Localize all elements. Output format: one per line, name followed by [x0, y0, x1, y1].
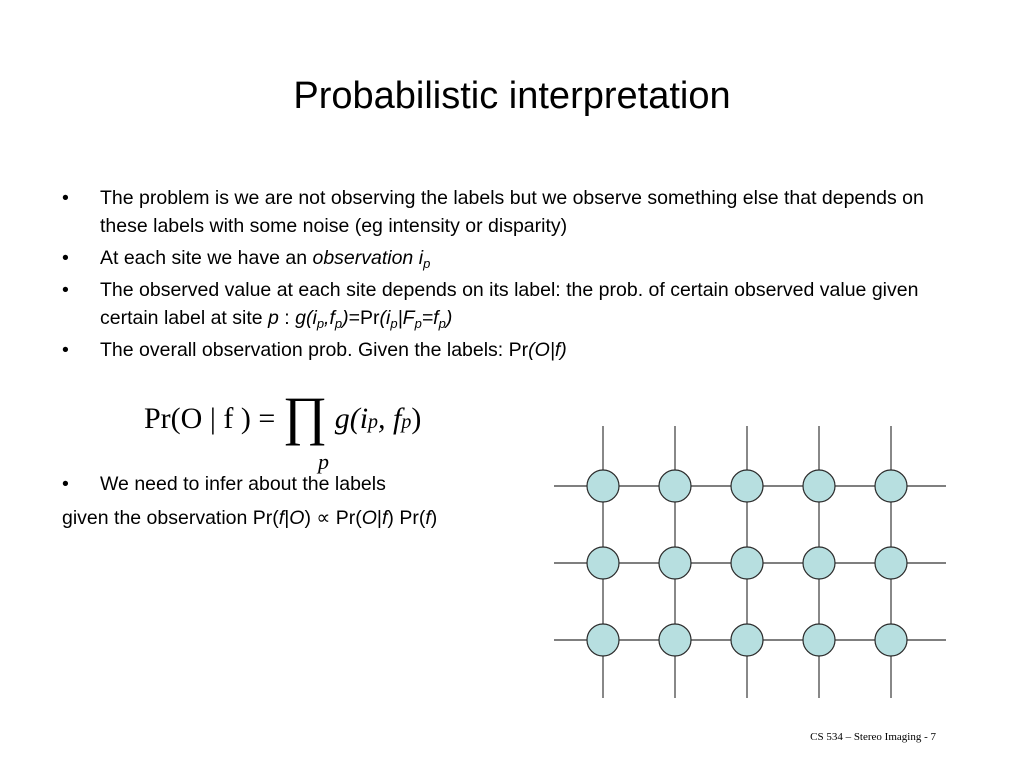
grid-node [875, 470, 907, 502]
var-p: p [268, 307, 279, 329]
bullet-text: The overall observation prob. Given the labels: Pr [100, 339, 529, 361]
var-f: f [329, 307, 335, 329]
equals: = [348, 307, 361, 329]
infer-bar2: | [376, 507, 382, 529]
bullet-text: At each site we have an [100, 247, 313, 269]
sub-p: p [438, 316, 446, 331]
infer-f3: f [425, 507, 431, 529]
product-index: p [318, 449, 329, 474]
infer-f: f [278, 507, 285, 529]
bullet-marker: • [62, 247, 69, 269]
grid-node [587, 547, 619, 579]
infer-text: given the observation Pr( [62, 507, 279, 529]
colon: : [278, 307, 296, 329]
bullet-list [60, 184, 960, 368]
inference-line [62, 504, 437, 532]
grid-node [659, 624, 691, 656]
cond-i: (i [379, 307, 391, 329]
formula-lhs: Pr(O | f ) = [144, 402, 276, 435]
bullet-item-3: • The observed value at each site depends on its label: the prob. of certain observed value given certain label at site p : $g(i_p,f_p)=Pr(i_p|F_p=f_p)$ [60, 276, 960, 332]
formula-sub-p: p [401, 411, 412, 433]
var-sub-p: p [423, 256, 431, 271]
bullet-item-4 [60, 336, 960, 364]
sub-p: p [316, 316, 325, 331]
infer-bar: | [284, 507, 290, 529]
grid-node [659, 547, 691, 579]
bullet-text: The observed value at each site depends on its label: the prob. of certain observed value given certain label at site [100, 279, 919, 329]
infer-pr3: ) Pr( [387, 507, 426, 529]
bullet-text: We need to infer about the labels [100, 473, 386, 495]
grid-node [587, 624, 619, 656]
grid-node [875, 547, 907, 579]
grid-node [731, 624, 763, 656]
infer-prop: ) ∝ Pr( [304, 507, 362, 529]
cond-f: =f [421, 307, 439, 329]
infer-O2: O [361, 507, 377, 529]
bullet-marker: • [62, 473, 69, 495]
sub-p: p [414, 316, 422, 331]
bullet-item-1 [60, 184, 960, 240]
bullet-marker: • [62, 339, 69, 361]
slide-footer: CS 534 – Stereo Imaging - 7 [810, 731, 936, 743]
infer-end: ) [430, 507, 438, 529]
grid-node [659, 470, 691, 502]
bullet-item-5 [60, 470, 386, 498]
slide-title: Probabilistic interpretation [293, 75, 731, 117]
likelihood-formula [144, 386, 422, 474]
formula-comma: , f [378, 402, 402, 435]
mrf-grid-diagram [550, 420, 960, 705]
infer-f2: f [381, 507, 388, 529]
product-symbol: ∏ [282, 386, 328, 446]
formula-sub-p: p [368, 411, 379, 433]
bullet-italic: (O|f) [528, 339, 567, 361]
bullet-marker: • [62, 279, 69, 301]
formula-rhs: g(i [334, 402, 369, 435]
bullet-marker: • [62, 187, 69, 209]
sub-p: p [334, 316, 343, 331]
grid-node [731, 470, 763, 502]
grid-node [587, 470, 619, 502]
bullet-italic: observation [312, 247, 414, 269]
grid-node [731, 547, 763, 579]
var-i: i [418, 247, 424, 269]
grid-node [803, 470, 835, 502]
grid-node [803, 624, 835, 656]
sub-p: p [390, 316, 398, 331]
bullet-text: The problem is we are not observing the labels but we observe something else that depends on these labels with some noise (eg intensity or disparity) [100, 187, 924, 237]
grid-node [875, 624, 907, 656]
bullet-item-2 [60, 244, 960, 272]
formula-close: ) [411, 402, 422, 435]
pr-text: Pr [360, 307, 380, 329]
expr-g: g(i [295, 307, 317, 329]
cond-F: |F [397, 307, 415, 329]
grid-node [803, 547, 835, 579]
infer-O: O [289, 507, 305, 529]
close-paren: ) [445, 307, 453, 329]
